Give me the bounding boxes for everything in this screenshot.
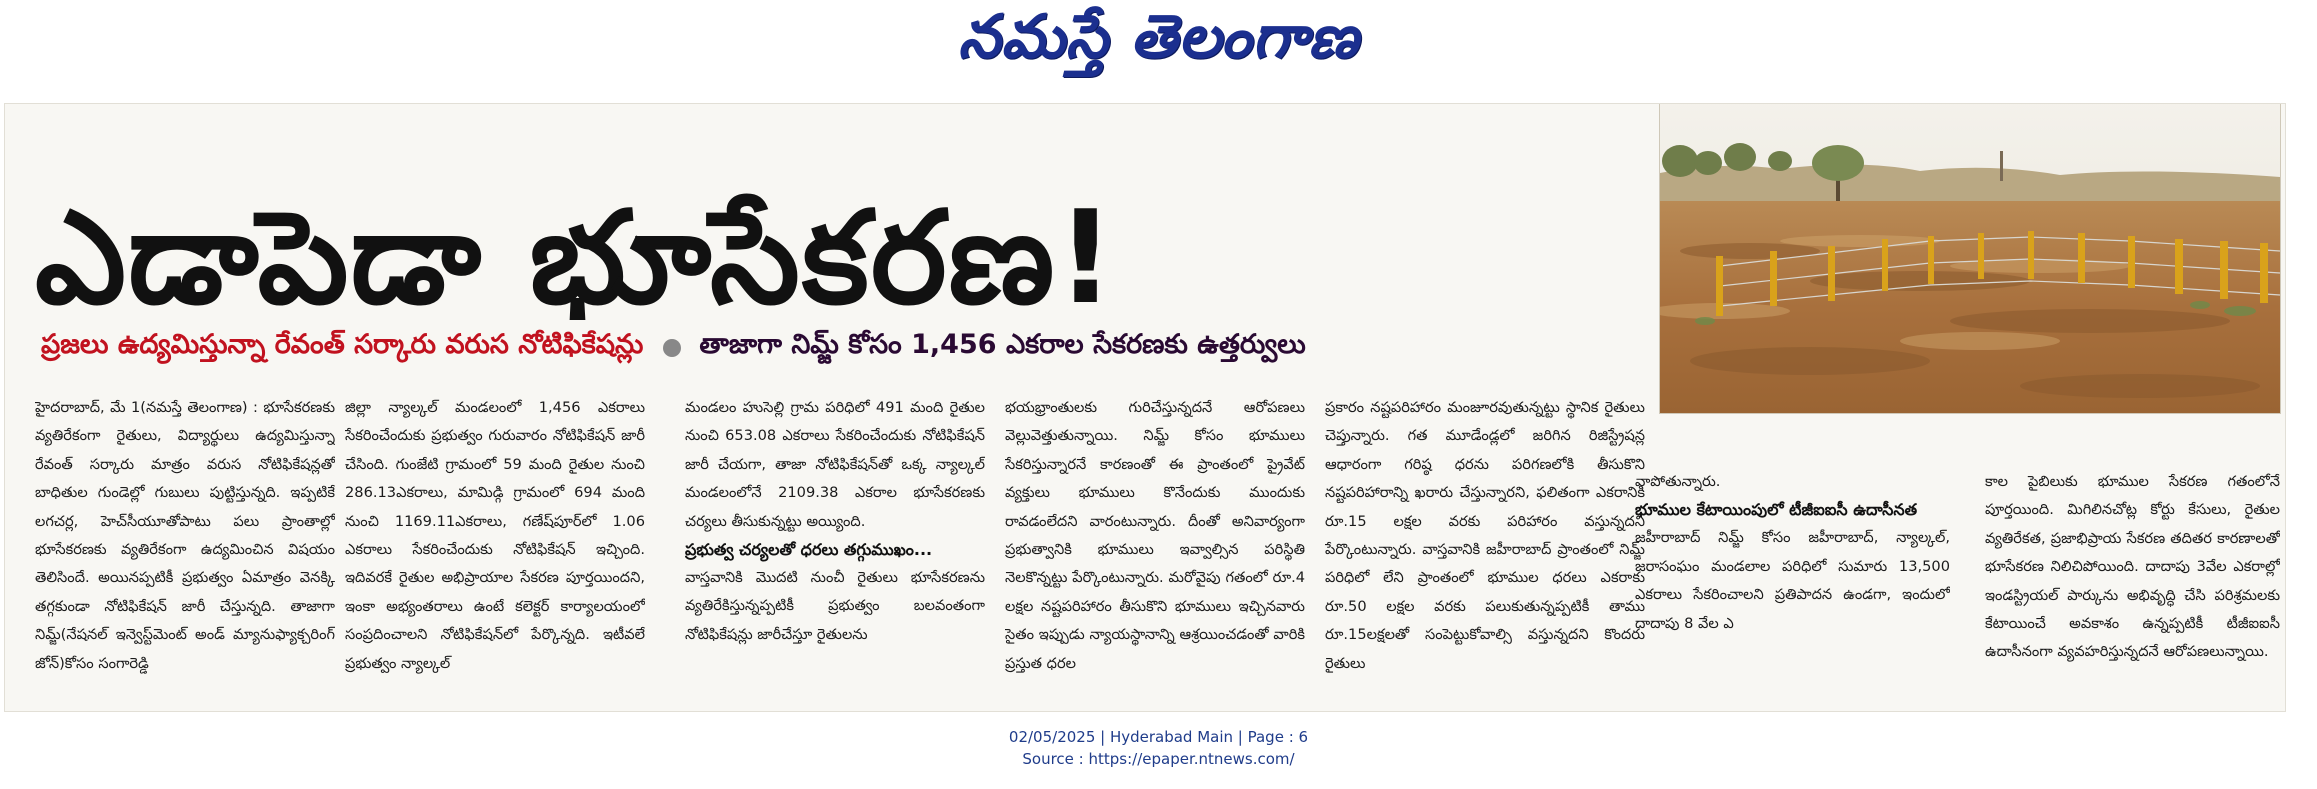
article-headline: ఎడాపెడా భూసేకరణ! — [35, 184, 1117, 333]
footer-edition-info: 02/05/2025 | Hyderabad Main | Page : 6 — [1008, 728, 1309, 746]
article-column-4-text: భయభ్రాంతులకు గురిచేస్తున్నదనే ఆరోపణలు వెల్లువెత్తుతున్నాయి. నిమ్జ్‌ కోసం భూములు సేకరిస్తున్నారనే కారణంతో ఈ ప్రాంతంలో ప్రైవేట్‌ వ్యక్తులు భూములు కొనేందుకు ముందుకు రావడంలేదని వారంటున్నారు. దీంతో అనివార్యంగా ప్రభుత్వానికి భూములు ఇవ్వాల్సిన పరిస్థితి నెలకొన్నట్టు పేర్కొంటున్నారు. మరోవైపు గతంలో రూ.4 లక్షల నష్టపరిహారం తీసుకొని భూములు ఇచ్చినవారు సైతం ఇప్పుడు న్యాయస్థానాన్ని ఆశ్రయించడంతో వారికి ప్రస్తుత ధరల — [1005, 399, 1305, 672]
article-column-5-text: ప్రకారం నష్టపరిహారం మంజూరవుతున్నట్టు స్థానిక రైతులు చెప్తున్నారు. గత మూడేండ్లలో జరిగిన రిజిస్ట్రేషన్ల ఆధారంగా గరిష్ఠ ధరను పరిగణలోకి తీసుకొని నష్టపరిహారాన్ని ఖరారు చేస్తున్నారని, ఫలితంగా ఎకరానికి రూ.15 లక్షల వరకు పరిహారం వస్తున్నదని పేర్కొంటున్నారు. వాస్తవానికి జహీరాబాద్‌ ప్రాంతంలో నిమ్జ్‌ పరిధిలో లేని ప్రాంతంలో భూముల ధరలు ఎకరాకు రూ.50 లక్షల వరకు పలుకుతున్నప్పటికీ తాము రూ.15లక్షలతో సంపెట్టుకోవాల్సి వస్తున్నదని కొందరు రైతులు — [1325, 399, 1645, 672]
article-column-7 — [1985, 468, 2280, 712]
subsection-text-prices: వాస్తవానికి మొదటి నుంచీ రైతులు భూసేకరణను వ్యతిరేకిస్తున్నప్పటికీ ప్రభుత్వం బలవంతంగా నోటిఫికేషన్లు జారీచేస్తూ రైతులను — [685, 569, 985, 643]
article-column-2-text: జిల్లా న్యాల్కల్‌ మండలంలో 1,456 ఎకరాలు సేకరించేందుకు ప్రభుత్వం గురువారం నోటిఫికేషన్‌ జారీ చేసింది. గుంజేటి గ్రామంలో 59 మంది రైతుల నుంచి 286.13ఎకరాలు, మామిడ్గి గ్రామంలో 694 మంది నుంచి 1169.11ఎకరాలు, గణేష్‌పూర్‌లో 1.06 ఎకరాలు సేకరించేందుకు నోటిఫికేషన్‌ ఇచ్చింది. ఇదివరకే రైతుల అభిప్రాయాల సేకరణ పూర్తయిందని, ఇంకా అభ్యంతరాలు ఉంటే కలెక్టర్‌ కార్యాలయంలో సంప్రదించాలని నోటిఫికేషన్‌లో పేర్కొన్నది. ఇటీవలే ప్రభుత్వం న్యాల్కల్‌ — [345, 399, 645, 672]
article-column-5 — [1325, 394, 1645, 694]
page-footer — [0, 726, 2317, 770]
article-subheadline — [41, 322, 1641, 374]
subheadline-part-1: ప్రజలు ఉద్యమిస్తున్నా రేవంత్‌ సర్కారు వరుస నోటిఫికేషన్లు — [41, 329, 644, 360]
article-column-4 — [1005, 394, 1305, 694]
article-photo — [1659, 103, 2281, 414]
article-column-7-text: కాల పైబిలుకు భూముల సేకరణ గతంలోనే పూర్తయింది. మిగిలినచోట్ల కోర్టు కేసులు, రైతుల వ్యతిరేకత, ప్రజాభిప్రాయ సేకరణ తదితర కారణాలతో భూసేకరణ నిలిచిపోయింది. దాదాపు 3వేల ఎకరాల్లో ఇండస్ట్రియల్‌ పార్కును అభివృద్ధి చేసి పరిశ్రమలకు కేటాయించే అవకాశం ఉన్నప్పటికీ టీజీఐఐసీ ఉదాసీనంగా వ్యవహరిస్తున్నదనే ఆరోపణలున్నాయి. — [1985, 473, 2280, 661]
subheadline-part-2: తాజాగా నిమ్జ్‌ కోసం 1,456 ఎకరాల సేకరణకు ఉత్తర్వులు — [699, 329, 1306, 360]
article-clipping — [4, 103, 2286, 712]
subsection-text-tgiic: జహీరాబాద్‌ నిమ్జ్‌ కోసం జహీరాబాద్‌, న్యాల్కల్‌, జరాసంఘం మండలాల పరిధిలో సుమారు 13,500 ఎకరాలు సేకరించాలని ప్రతిపాదన ఉండగా, ఇందులో దాదాపు 8 వేల ఎ — [1635, 529, 1950, 632]
article-column-2 — [345, 394, 645, 694]
bullet-icon — [663, 339, 681, 357]
masthead-title: నమస్తే తెలంగాణ — [957, 2, 1360, 72]
footer-source-link[interactable]: Source : https://epaper.ntnews.com/ — [1022, 750, 1295, 768]
masthead — [0, 4, 2317, 84]
subsection-heading-tgiic: భూముల కేటాయింపులో టీజీఐఐసీ ఉదాసీనత — [1635, 500, 1918, 520]
subsection-heading-prices: ప్రభుత్వ చర్యలతో ధరలు తగ్గుముఖం... — [685, 540, 933, 560]
article-column-1 — [35, 394, 335, 694]
article-column-1-text: హైదరాబాద్‌, మే 1(నమస్తే తెలంగాణ) : భూసేకరణకు వ్యతిరేకంగా రైతులు, విద్యార్థులు ఉద్యమిస్తున్నా రేవంత్‌ సర్కారు మాత్రం వరుస నోటిఫికేషన్లతో బాధితుల గుండెల్లో గుబులు పుట్టిస్తున్నది. ఇప్పటికే లగచర్ల, హెచ్‌సీయూతోపాటు పలు ప్రాంతాల్లో భూసేకరణకు వ్యతిరేకంగా ఉద్యమించిన విషయం తెలిసిందే. అయినప్పటికీ ప్రభుత్వం ఏమాత్రం వెనక్కి తగ్గకుండా నోటిఫికేషన్‌ జారీ చేస్తున్నది. తాజాగా నిమ్జ్‌(నేషనల్‌ ఇన్వెస్ట్‌మెంట్‌ అండ్‌ మ్యానుఫ్యాక్చరింగ్‌ జోన్‌)కోసం సంగారెడ్డి — [35, 399, 335, 672]
article-column-6-text: వాపోతున్నారు. — [1635, 473, 1721, 490]
article-column-3 — [685, 394, 985, 694]
article-column-6 — [1635, 468, 1950, 712]
field-fence-photo — [1660, 103, 2280, 413]
article-column-3-text: మండలం హుసెల్లి గ్రామ పరిధిలో 491 మంది రైతుల నుంచి 653.08 ఎకరాలు సేకరించేందుకు నోటిఫికేషన్‌ జారీ చేయగా, తాజా నోటిఫికేషన్‌తో ఒక్క న్యాల్కల్‌ మండలంలోనే 2109.38 ఎకరాల భూసేకరణకు చర్యలు తీసుకున్నట్టు అయ్యింది. — [685, 399, 985, 530]
